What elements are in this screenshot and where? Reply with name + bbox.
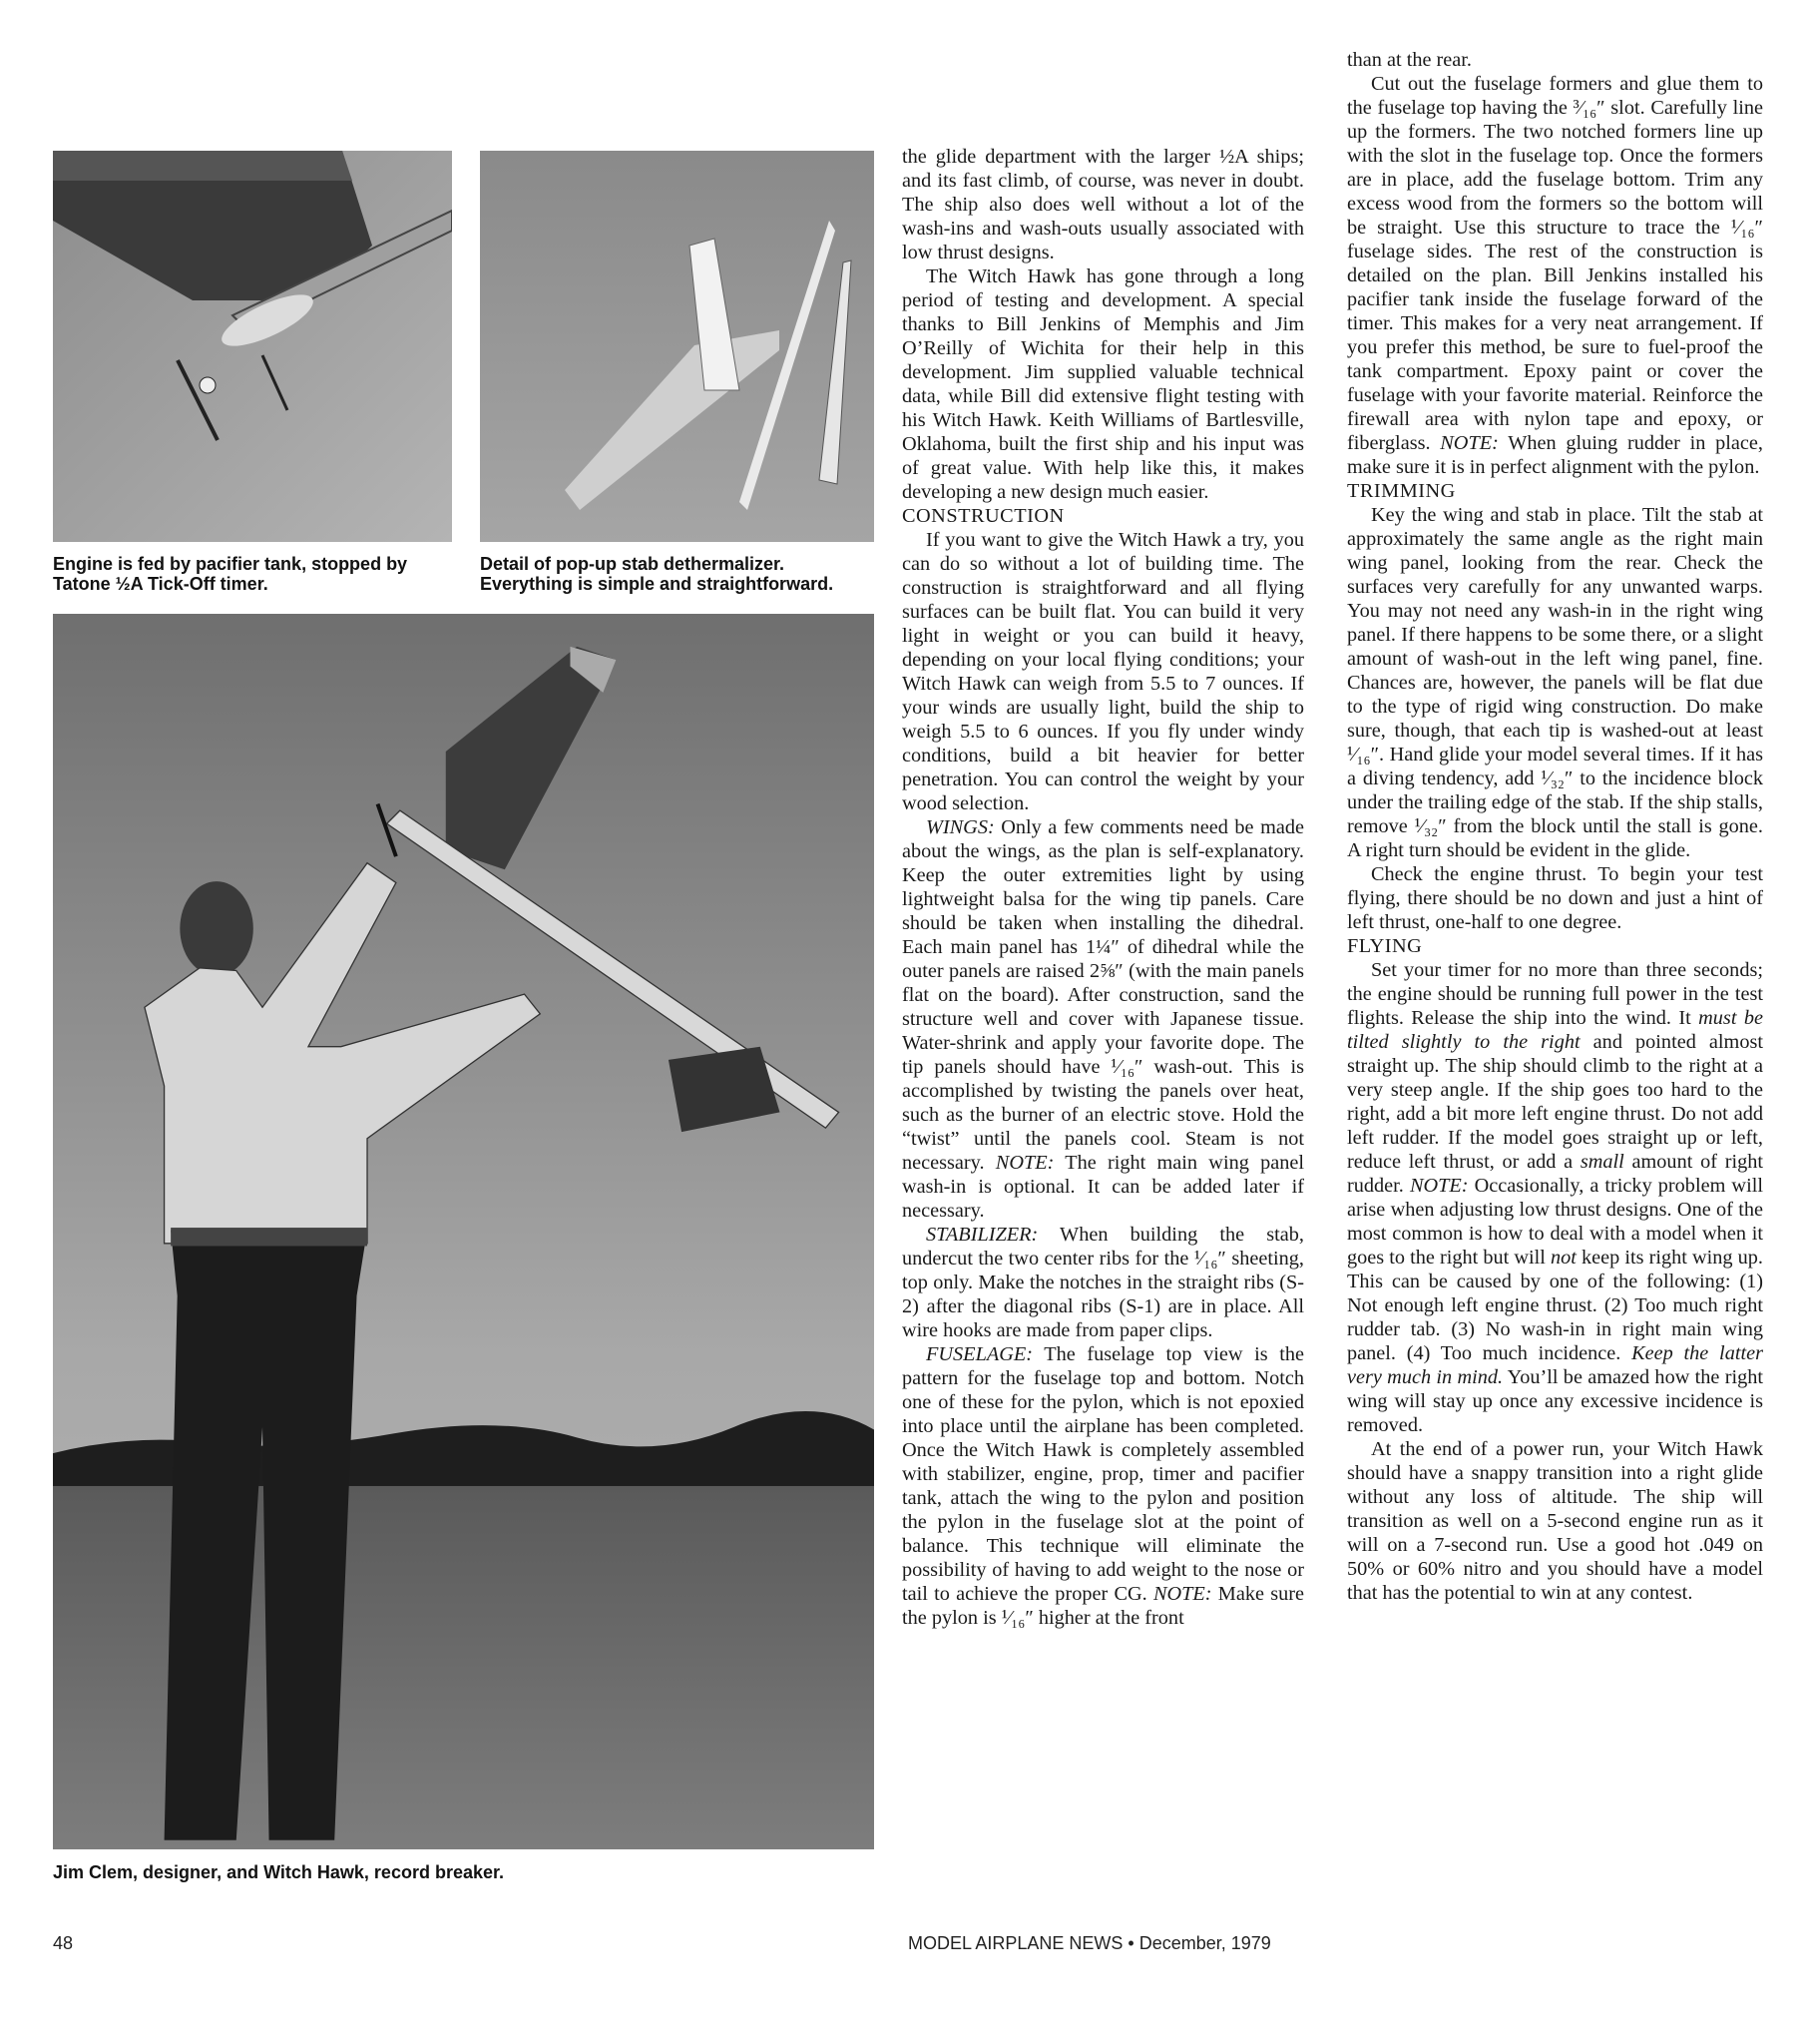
italic-text: NOTE: <box>995 1152 1055 1174</box>
paragraph <box>1347 48 1763 72</box>
text-run: The right main wing panel wash-in is optional. It can be added later if necessary. <box>902 1152 1304 1222</box>
paragraph <box>902 1342 1304 1630</box>
text-run: FLYING <box>1347 935 1423 957</box>
paragraph <box>902 528 1304 815</box>
text-run: When gluing rudder in place, make sure it is in perfect alignment with the pylon. <box>1347 432 1763 478</box>
photo-stab-dethermalizer <box>480 151 874 542</box>
photo-engine-closeup <box>53 151 452 542</box>
page-number: 48 <box>53 1933 74 1953</box>
italic-text: small <box>1580 1151 1624 1173</box>
section-heading <box>1347 934 1763 958</box>
text-run: keep its right wing up. This can be caused by one of the following: (1) Not enough left engine thrust. (2) Too much right rudder tab. (3) No wash-in in right main wing panel. (4) Too much incidence. <box>1347 1247 1763 1364</box>
text-run: than at the rear. <box>1347 49 1473 71</box>
text-run: Key the wing and stab in place. Tilt the stab at approximately the same angle as the right main wing panel, looking from the rear. Check the surfaces very carefully for any unwanted warps. You may not need any wash-in in the right wing panel. If there happens to be some there, or a slight amount of wash-out in the left wing panel, fine. Chances are, however, the panels will be flat due to the type of rigid wing construction. Do make sure, though, that each tip is washed-out at least ¹⁄₁₆″. Hand glide your model several times. If it has a diving tendency, add ¹⁄₃₂″ to the incidence block under the trailing edge of the stab. If the ship stalls, remove ¹⁄₃₂″ from the block until the stall is gone. A right turn should be evident in the glide. <box>1347 504 1763 861</box>
paragraph <box>902 815 1304 1223</box>
text-run: Check the engine thrust. To begin your test flying, there should be no down and just a hint of left thrust, one-half to one degree. <box>1347 863 1763 933</box>
text-run: The fuselage top view is the pattern for the fuselage top and bottom. Notch one of these for the pylon, which is not epoxied into place until the airplane has been completed. Once the Witch Hawk is completely assembled with stabilizer, engine, prop, timer and pacifier tank, attach the wing to the pylon and position the pylon in the fuselage slot at the point of balance. This technique will eliminate the possibility of having to add weight to the nose or tail to achieve the proper CG. <box>902 1343 1304 1605</box>
text-run: amount of right rudder. <box>1347 1151 1763 1197</box>
text-run: Cut out the fuselage formers and glue them to the fuselage top having the ³⁄₁₆″ slot. Carefully line up the formers. The two notched formers line up with the slot in the fuselage top. Once the formers are in place, add the fuselage bottom. Trim any excess wood from the formers so the bottom will be straight. Use this structure to trace the ¹⁄₁₆″ fuselage sides. The rest of the construction is detailed on the plan. Bill Jenkins installed his pacifier tank inside the fuselage forward of the timer. This makes for a very neat arrangement. If you prefer this method, be sure to fuel-proof the tank compartment. Epoxy paint or cover the fuselage with your favorite material. Reinforce the firewall area with nylon tape and epoxy, or fiberglass. <box>1347 73 1763 454</box>
text-run: When building the stab, undercut the two center ribs for the ¹⁄₁₆″ sheeting, top only. Make the notches in the straight ribs (S-2) after the diagonal ribs (S-1) are in place. All wire hooks are made from paper clips. <box>902 1224 1304 1341</box>
italic-text: STABILIZER: <box>926 1224 1039 1246</box>
publication-footer: MODEL AIRPLANE NEWS • December, 1979 <box>908 1933 1271 1953</box>
text-run: At the end of a power run, your Witch Hawk should have a snappy transition into a right glide without any loss of altitude. The ship will transition as well on a 5-second engine run as it will on a 7-second run. Use a good hot .049 on 50% or 60% nitro and you should have a model that has the potential to win at any contest. <box>1347 1438 1763 1604</box>
caption-engine-photo: Engine is fed by pacifier tank, stopped by Tatone ½A Tick-Off timer. <box>53 554 408 594</box>
text-run: and pointed almost straight up. The ship should climb to the right at a very steep angle. If the ship goes too hard to the right, add a bit more left engine thrust. Do not add left rudder. If the model goes straight up or left, reduce left thrust, or add a <box>1347 1031 1763 1173</box>
caption-stab-photo: Detail of pop-up stab dethermalizer. Everything is simple and straightforward. <box>480 554 834 594</box>
paragraph <box>1347 503 1763 862</box>
paragraph <box>1347 958 1763 1437</box>
italic-text: NOTE: <box>1152 1583 1212 1605</box>
italic-text: must be tilted slightly to the right <box>1347 1007 1764 1053</box>
text-run: You’ll be amazed how the right wing will stay up once any excessive incidence is removed. <box>1347 1366 1763 1436</box>
main-photo-image <box>53 614 874 1849</box>
italic-text: not <box>1551 1247 1577 1269</box>
caption-main-photo: Jim Clem, designer, and Witch Hawk, record breaker. <box>53 1862 505 1882</box>
text-run: Set your timer for no more than three seconds; the engine should be running full power in the test flights. Release the ship into the wind. It <box>1347 959 1763 1029</box>
paragraph <box>1347 862 1763 934</box>
text-run: the glide department with the larger ½A ships; and its fast climb, of course, was never in doubt. The ship also does well without a lot of the wash-ins and wash-outs usually associated with low thrust designs. <box>902 146 1304 263</box>
paragraph <box>902 1223 1304 1342</box>
text-run: Make sure the pylon is ¹⁄₁₆″ higher at the front <box>902 1583 1304 1629</box>
photo-jim-clem-with-witch-hawk <box>53 614 874 1849</box>
text-run: CONSTRUCTION <box>902 505 1065 527</box>
italic-text: NOTE: <box>1440 432 1499 454</box>
italic-text: NOTE: <box>1409 1175 1469 1197</box>
engine-photo-image <box>53 151 452 542</box>
text-run: Occasionally, a tricky problem will arise when adjusting low thrust designs. One of the most common is how to deal with a model when it goes to the right but will <box>1347 1175 1763 1269</box>
text-run: If you want to give the Witch Hawk a try, you can do so without a lot of building time. The construction is straightforward and all flying surfaces can be built flat. You can build it very light in weight or you can build it heavy, depending on your local flying conditions; your Witch Hawk can weigh from 5.5 to 7 ounces. If your winds are usually light, build the ship to weigh 5.5 to 6 ounces. If you fly under windy conditions, build a bit heavier for better penetration. You can control the weight by your wood selection. <box>902 529 1304 814</box>
stab-photo-image <box>480 151 874 542</box>
italic-text: Keep the latter very much in mind. <box>1347 1342 1763 1388</box>
paragraph <box>1347 72 1763 479</box>
article-column-2 <box>902 145 1304 1630</box>
article-column-3 <box>1347 48 1763 1605</box>
italic-text: WINGS: <box>926 816 995 838</box>
text-run: TRIMMING <box>1347 480 1456 502</box>
text-run: The Witch Hawk has gone through a long period of testing and development. A special thanks to Bill Jenkins of Memphis and Jim O’Reilly of Wichita for their help in this development. Jim supplied valuable technical data, while Bill did extensive flight testing with his Witch Hawk. Keith Williams of Bartlesville, Oklahoma, built the first ship and his input was of great value. With help like this, it makes developing a new design much easier. <box>902 265 1304 503</box>
section-heading <box>902 504 1304 528</box>
text-run: Only a few comments need be made about the wings, as the plan is self-explanatory. Keep the outer extremities light by using lightweight balsa for the wing tip panels. Care should be taken when installing the dihedral. Each main panel has 1¼″ of dihedral while the outer panels are raised 2⅝″ (with the main panels flat on the board). After construction, sand the structure well and cover with Japanese tissue. Water-shrink and apply your favorite dope. The tip panels should have ¹⁄₁₆″ wash-out. This is accomplished by twisting the panels over heat, such as the burner of an electric stove. Hold the “twist” until the panels cool. Steam is not necessary. <box>902 816 1304 1174</box>
italic-text: FUSELAGE: <box>926 1343 1034 1365</box>
paragraph <box>902 264 1304 504</box>
paragraph <box>902 145 1304 264</box>
section-heading <box>1347 479 1763 503</box>
paragraph <box>1347 1437 1763 1605</box>
